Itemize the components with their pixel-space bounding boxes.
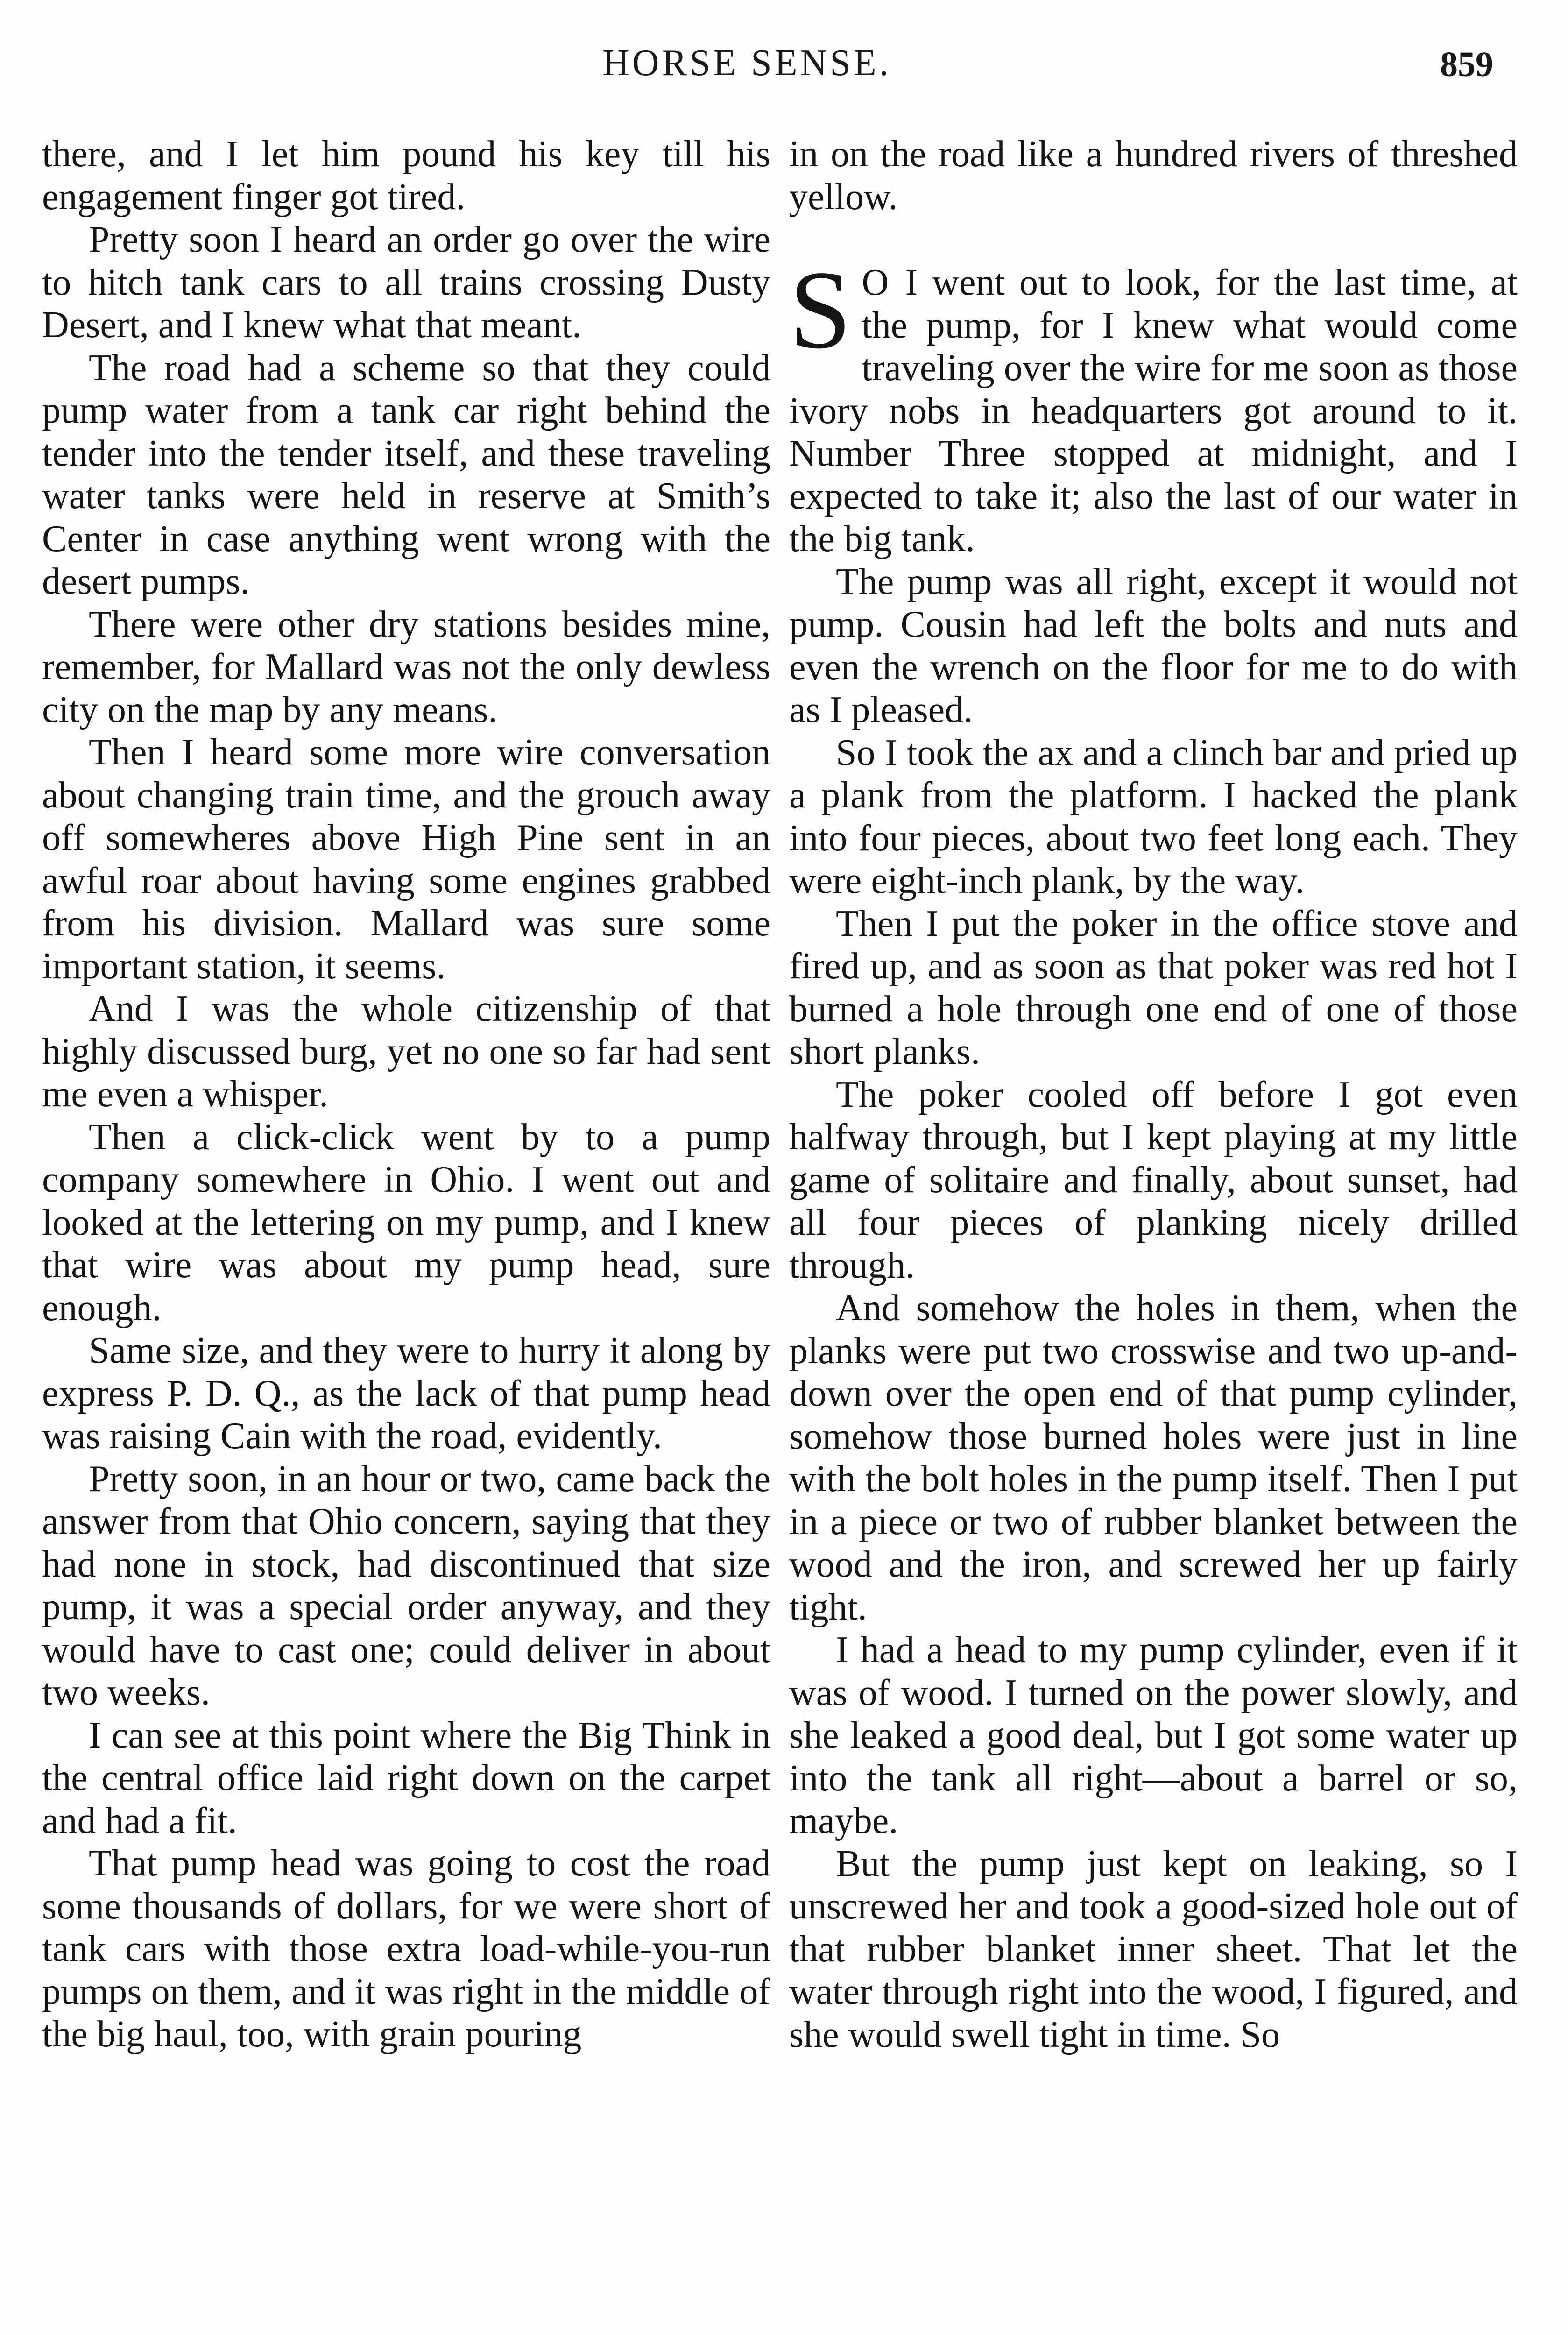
page-number: 859 [1440, 45, 1493, 84]
paragraph: The road had a scheme so that they could pump water from a tank car right behind the tender into the tender itself, and these traveling water tanks were held in reserve at Smith’s Center in case anything went wrong with the desert pumps. [42, 347, 770, 602]
dropcap-paragraph [789, 248, 1518, 561]
paragraph: I can see at this point where the Big Think in the central office laid right down on the carpet and had a fit. [42, 1714, 770, 1841]
right-column [789, 133, 1518, 2056]
paragraph-continuation: in on the road like a hundred rivers of threshed yellow. [789, 134, 1518, 218]
paragraph: I had a head to my pump cylinder, even if it was of wood. I turned on the power slowly, and she leaked a good deal, but I got some water up into the tank all right—about a barrel or so, maybe. [789, 1629, 1518, 1841]
paragraph: So I took the ax and a clinch bar and pried up a plank from the platform. I hacked the plank into four pieces, about two feet long each. They were eight-inch plank, by the way. [789, 732, 1518, 901]
dropcap-paragraph-text: I went out to look, for the last time, at the pump, for I knew what would come traveling over the wire for me soon as those ivory nobs in headquarters got around to it. Number Three stopped at midnight, and I expected to take it; also the last of our water in the big tank. [789, 262, 1518, 559]
dropcap-lead: O [862, 262, 891, 303]
paragraph: Pretty soon I heard an order go over the wire to hitch tank cars to all trains crossing Dusty Desert, and I knew what that meant. [42, 219, 770, 346]
paragraph: The pump was all right, except it would not pump. Cousin had left the bolts and nuts and even the wrench on the floor for me to do with as I pleased. [789, 561, 1518, 730]
paragraph: there, and I let him pound his key till his engagement finger got tired. [42, 134, 770, 218]
paragraph: But the pump just kept on leaking, so I unscrewed her and took a good-sized hole out of that rubber blanket inner sheet. That let the water through right into the wood, I figured, and she would swell tight in time. So [789, 1843, 1518, 2055]
paragraph: Same size, and they were to hurry it along by express P. D. Q., as the lack of that pump head was raising Cain with the road, evidently. [42, 1330, 770, 1457]
paragraph: Then I put the poker in the office stove and fired up, and as soon as that poker was red hot I burned a hole through one end of one of those short planks. [789, 903, 1518, 1072]
paragraph: And somehow the holes in them, when the planks were put two crosswise and two up-and-down over the open end of that pump cylinder, somehow those burned holes were just in line with the bolt holes in the pump itself. Then I put in a piece or two of rubber blanket between the wood and the iron, and screwed her up fairly tight. [789, 1288, 1518, 1628]
paragraph: Then I heard some more wire conversation about changing train time, and the grouch away off somewheres above High Pine sent in an awful roar about having some engines grabbed from his division. Mallard was sure some important station, it seems. [42, 732, 770, 987]
paragraph: That pump head was going to cost the road some thousands of dollars, for we were short of tank cars with those extra load-while-you-run pumps on them, and it was right in the middle of the big haul, too, with grain pouring [42, 1843, 770, 2055]
paragraph: There were other dry stations besides mine, remember, for Mallard was not the only dewless city on the map by any means. [42, 603, 770, 730]
left-column [42, 133, 770, 2056]
paragraph: Pretty soon, in an hour or two, came back the answer from that Ohio concern, saying that they had none in stock, had discontinued that size pump, it was a special order anyway, and they would have to cast one; could deliver in about two weeks. [42, 1458, 770, 1713]
paragraph: And I was the whole citizenship of that highly discussed burg, yet no one so far had sent me even a whisper. [42, 988, 770, 1115]
paragraph: Then a click-click went by to a pump company somewhere in Ohio. I went out and looked at the lettering on my pump, and I knew that wire was about my pump head, sure enough. [42, 1116, 770, 1329]
drop-cap: S [789, 248, 852, 372]
running-head: HORSE SENSE. [602, 42, 891, 84]
paragraph: The poker cooled off before I got even halfway through, but I kept playing at my little game of solitaire and finally, about sunset, had all four pieces of planking nicely drilled through. [789, 1074, 1518, 1286]
